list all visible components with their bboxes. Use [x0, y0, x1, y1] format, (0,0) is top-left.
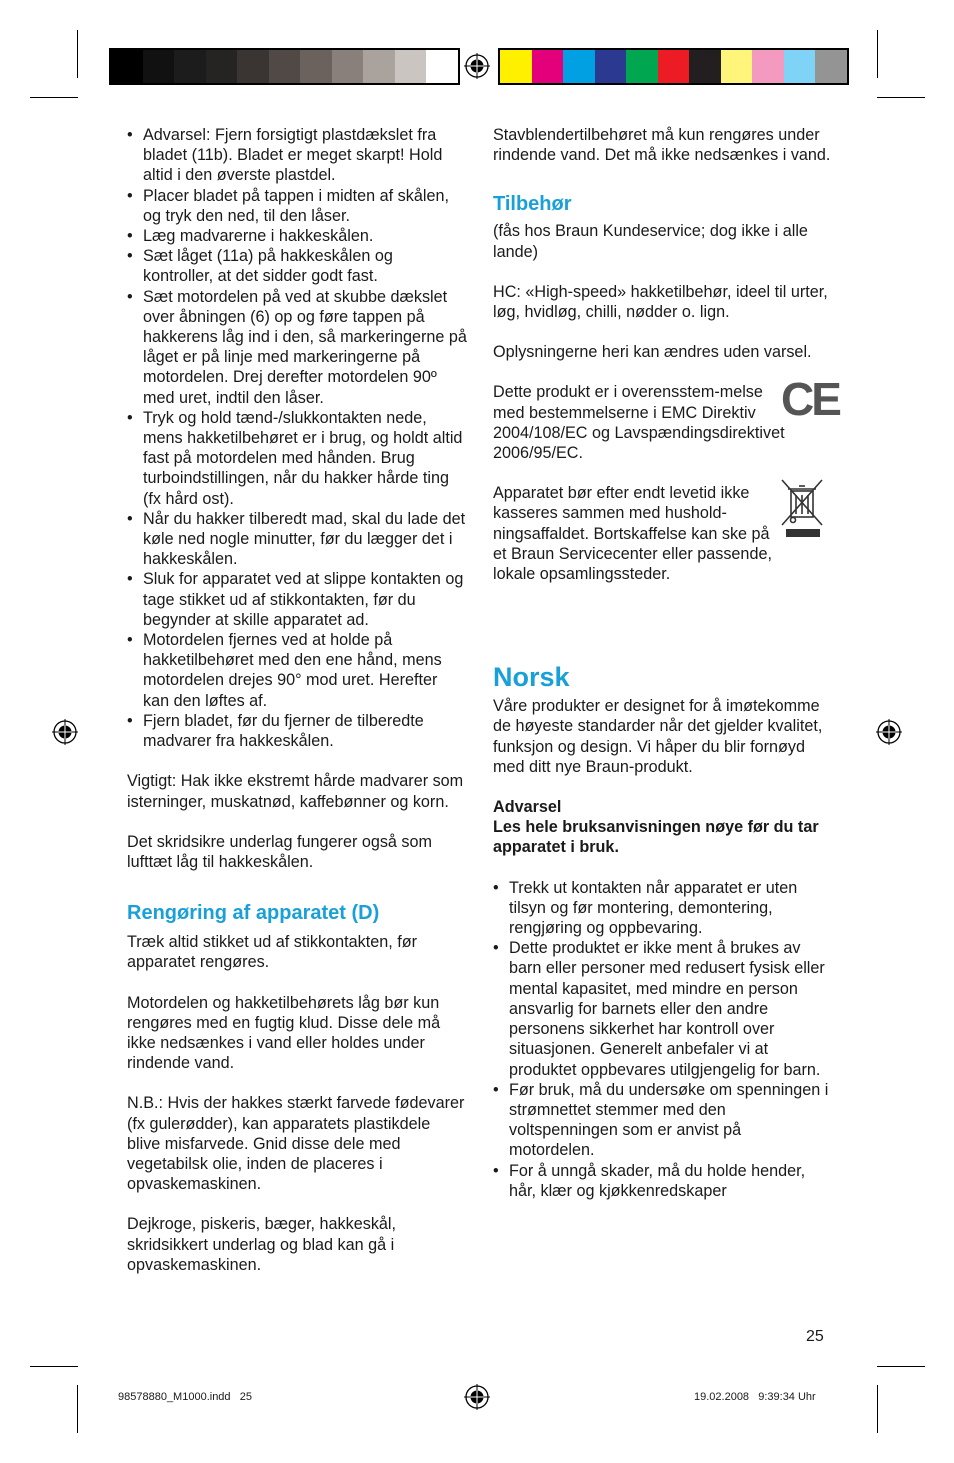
color-swatch [143, 50, 175, 83]
changes-note: Oplysningerne heri kan ændres uden varsel. [493, 343, 812, 362]
warning-list [493, 878, 831, 1201]
list-item: • Placer bladet på tappen i midten af skålen, og tryk den ned, til den låser. [127, 186, 467, 226]
color-swatch [500, 50, 532, 83]
color-swatch [206, 50, 238, 83]
mat-note: Det skridsikre underlag fungerer også som lufttæt låg til hakkeskålen. [127, 832, 433, 871]
color-swatch [815, 50, 847, 83]
list-item: • Dette produktet er ikke ment å brukes av barn eller personer med redusert fysisk eller mental kapasitet, med mindre en person ansvarlig for barnets eller den andre personens sikkerhet har kontroll over situasjonen. Generelt anbefaler vi at produktet oppbevares utilgjengelig for barn. [493, 938, 831, 1079]
cmyk-color-bar [498, 48, 849, 85]
color-swatch [269, 50, 301, 83]
list-item: • Tryk og hold tænd-/slukkontakten nede, mens hakketilbehøret er i brug, og holdt altid fast på motordelen med hånden. Brug turboindstillingen, når du hakker hårde ting (fx hård ost). [127, 408, 467, 509]
instruction-list [127, 125, 467, 751]
footer-filename: 98578880_M1000.indd 25 [118, 1391, 252, 1403]
list-item: • Motordelen fjernes ved at holde på hakketilbehøret med den ene hånd, mens motordelen drejes 90° mod uret. Herefter kan den løftes af. [127, 630, 467, 711]
color-swatch [111, 50, 143, 83]
warning-title: Advarsel [493, 798, 562, 817]
grayscale-color-bar [109, 48, 460, 85]
color-swatch [174, 50, 206, 83]
norsk-heading: Norsk [493, 662, 570, 693]
color-swatch [689, 50, 721, 83]
ce-text: Dette produkt er i overensstem-melse med bestemmelserne i EMC Direktiv 2004/108/EC og Lavspændingsdirektivet 2006/95/EC. [493, 383, 785, 463]
page-number: 25 [806, 1328, 824, 1345]
list-item: • Fjern bladet, før du fjerner de tilberedte madvarer fra hakkeskålen. [127, 711, 467, 751]
color-swatch [563, 50, 595, 83]
cleaning-paragraph: Dejkroge, piskeris, bæger, hakkeskål, skridsikkert underlag og blad kan gå i opvaskemaskinen. [127, 1215, 397, 1274]
color-swatch [658, 50, 690, 83]
list-item: • Sæt motordelen på ved at skubbe dækslet over åbningen (6) op og føre tappen på hakkerens låg ind i den, så markeringerne på låget er på linje med markeringerne på motordelen. Drej derefter motordelen 90º med uret, indtil den låser. [127, 287, 467, 408]
list-item: • Læg madvarerne i hakkeskålen. [127, 226, 467, 246]
list-item: • Før bruk, må du undersøke om spenningen i strømnettet stemmer med den voltspenningen som er anvist på motordelen. [493, 1080, 831, 1161]
list-item: • Advarsel: Fjern forsigtigt plastdækslet fra bladet (11b). Bladet er meget skarpt! Hold altid i den øverste plastdel. [127, 125, 467, 186]
cleaning-paragraph: Træk altid stikket ud af stikkontakten, før apparatet rengøres. [127, 933, 417, 972]
color-swatch [626, 50, 658, 83]
list-item: • Trekk ut kontakten når apparatet er uten tilsyn og før montering, demontering, rengjøring og oppbevaring. [493, 878, 831, 939]
list-item: • Sluk for apparatet ved at slippe kontakten og tage stikket ud af stikkontakten, før du begynder at skille apparatet ad. [127, 569, 467, 630]
cleaning-heading: Rengøring af apparatet (D) [127, 902, 380, 925]
cleaning-paragraph: N.B.: Hvis der hakkes stærkt farvede fødevarer (fx gulerødder), kan apparatets plastikdele blive misfarvede. Gnid disse dele med vegetabilsk olie, inden de placeres i opvaskemaskinen. [127, 1094, 465, 1194]
accessories-heading: Tilbehør [493, 193, 572, 216]
registration-mark-icon [464, 53, 490, 79]
accessories-hc: HC: «High-speed» hakketilbehør, ideel til urter, løg, hvidløg, chilli, nødder o. lign. [493, 282, 828, 322]
color-swatch [395, 50, 427, 83]
list-item: • Når du hakker tilberedt mad, skal du lade det køle ned nogle minutter, før du lægger det i hakkeskålen. [127, 509, 467, 570]
registration-mark-icon [52, 719, 78, 745]
color-swatch [300, 50, 332, 83]
color-swatch [595, 50, 627, 83]
ce-mark-icon: CE [781, 373, 839, 426]
blender-note: Stavblendertilbehøret må kun rengøres under rindende vand. Det må ikke nedsænkes i vand. [493, 126, 831, 165]
color-swatch [426, 50, 458, 83]
left-column [127, 125, 467, 1275]
important-note: Vigtigt: Hak ikke ekstremt hårde madvarer som isterninger, muskatnød, kaffebønner og korn. [127, 772, 464, 811]
registration-mark-icon [464, 1384, 490, 1410]
list-item: • For å unngå skader, må du holde hender, hår, klær og kjøkkenredskaper [493, 1161, 831, 1201]
cleaning-paragraph: Motordelen og hakketilbehørets låg bør kun rengøres med en fugtig klud. Disse dele må ikke nedsænkes i vand eller holdes under rindende vand. [127, 993, 441, 1073]
norsk-intro: Våre produkter er designet for å imøtekomme de høyeste standarder når det gjelder kvalitet, funksjon og design. Vi håper du blir fornøyd med ditt nye Braun-produkt. [493, 697, 823, 776]
color-swatch [721, 50, 753, 83]
weee-block [493, 483, 831, 584]
color-swatch [363, 50, 395, 83]
warning-subtitle: Les hele bruksanvisningen nøye før du tar apparatet i bruk. [493, 818, 819, 857]
color-swatch [332, 50, 364, 83]
color-swatch [237, 50, 269, 83]
color-swatch [752, 50, 784, 83]
weee-text: Apparatet bør efter endt levetid ikke kasseres sammen med hushold-ningsaffaldet. Bortskaffelse kan ske på et Braun Servicecenter eller passende, lokale opsamlingssteder. [493, 484, 772, 584]
accessories-note: (fås hos Braun Kundeservice; dog ikke i alle lande) [493, 222, 808, 261]
right-column [493, 125, 839, 1201]
ce-block [493, 373, 839, 463]
color-swatch [784, 50, 816, 83]
list-item: • Sæt låget (11a) på hakkeskålen og kontroller, at det sidder godt fast. [127, 246, 467, 286]
footer-timestamp: 19.02.2008 9:39:34 Uhr [694, 1391, 816, 1403]
color-swatch [532, 50, 564, 83]
crossed-bin-icon [779, 477, 827, 539]
registration-mark-icon [876, 719, 902, 745]
